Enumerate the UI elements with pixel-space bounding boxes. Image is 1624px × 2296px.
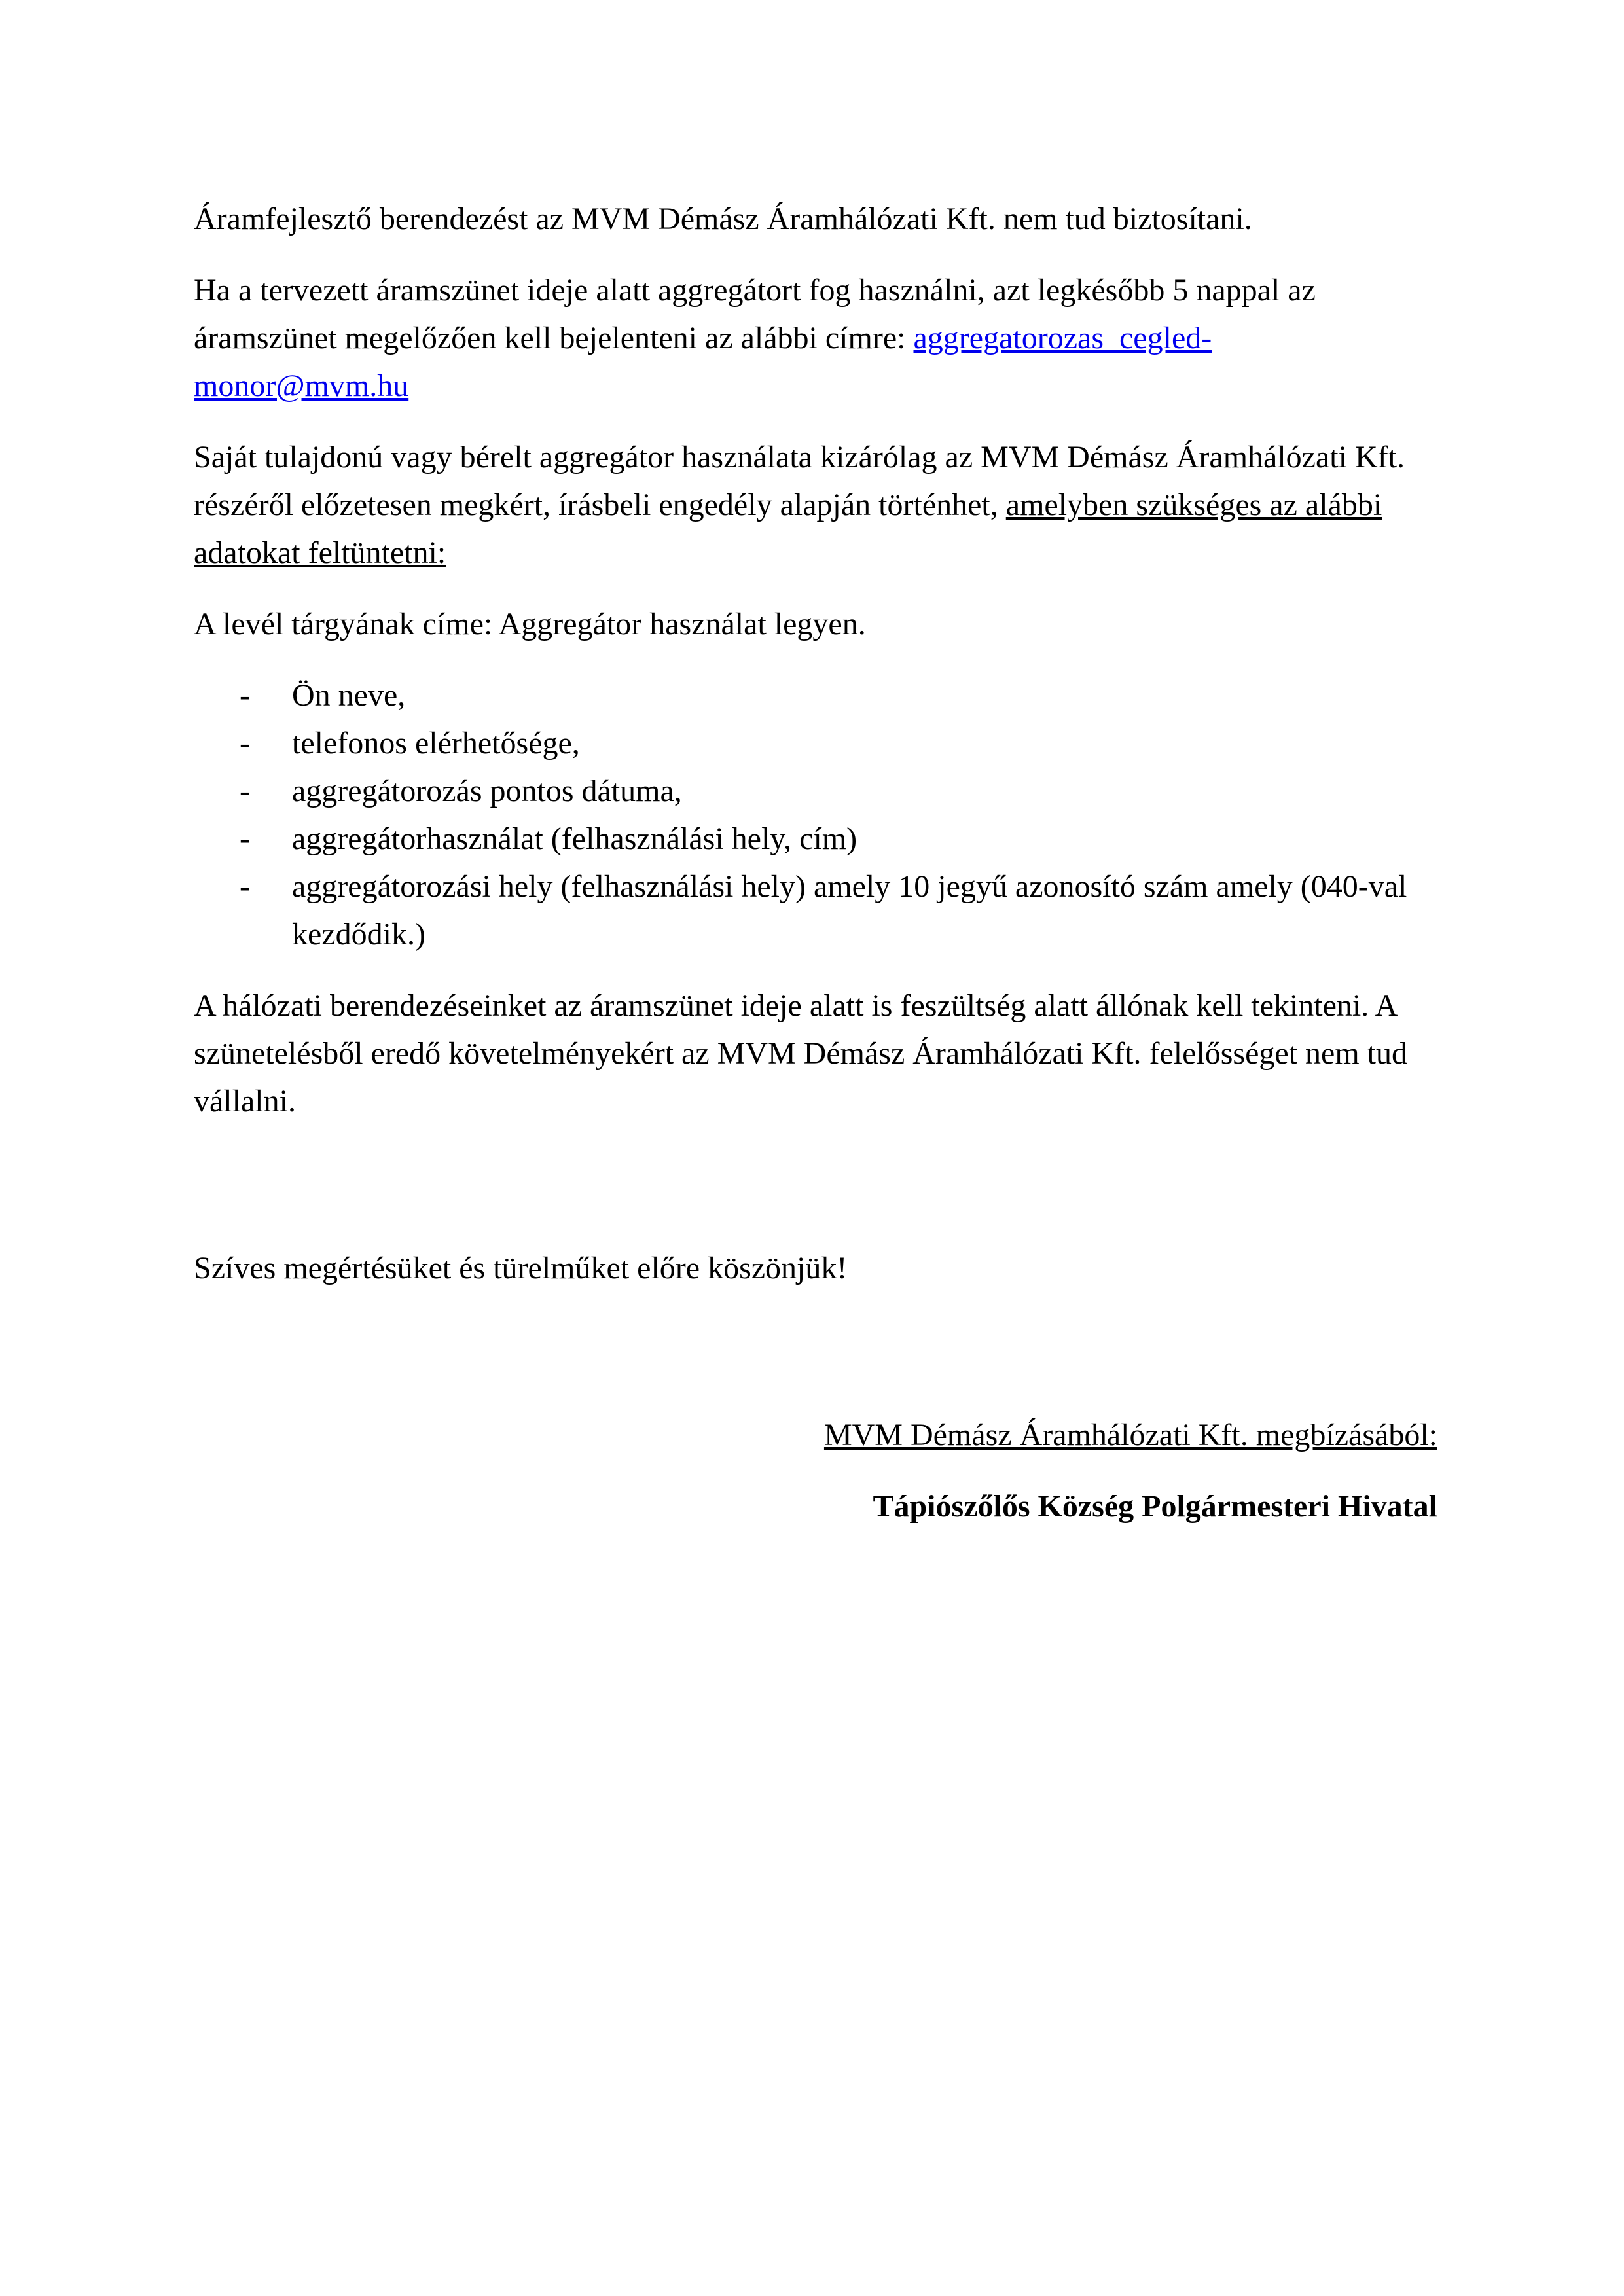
list-item xyxy=(194,863,1437,958)
list-item xyxy=(194,815,1437,863)
list-bullet: - xyxy=(240,774,250,808)
list-bullet: - xyxy=(240,678,250,713)
list-item-text: aggregátorozás pontos dátuma, xyxy=(292,774,682,808)
subject-line: A levél tárgyának címe: Aggregátor használat legyen. xyxy=(194,607,866,641)
permission-underlined-text: amelyben szükséges az alábbi adatokat feltüntetni: xyxy=(194,488,1382,570)
list-bullet: - xyxy=(240,726,250,761)
requirements-list xyxy=(194,672,1437,958)
thanks-line: Szíves megértésüket és türelműket előre köszönjük! xyxy=(194,1251,848,1285)
office-signature: Tápiószőlős Község Polgármesteri Hivatal xyxy=(873,1489,1437,1524)
document-body xyxy=(194,195,1437,1530)
list-item-text: aggregátorhasználat (felhasználási hely, cím) xyxy=(292,821,857,856)
notice-text: Ha a tervezett áramszünet ideje alatt aggregátort fog használni, azt legkésőbb 5 nappal az áramszünet megelőzően kell bejelenteni az alábbi címre: xyxy=(194,273,1316,355)
list-item xyxy=(194,672,1437,719)
generator-paragraph: Áramfejlesztő berendezést az MVM Démász Áramhálózati Kft. nem tud biztosítani. xyxy=(194,202,1252,236)
liability-paragraph: A hálózati berendezéseinket az áramszünet ideje alatt is feszültség alatt állónak kell tekinteni. A szünetelésből eredő követelményekért az MVM Démász Áramhálózati Kft. felelősséget nem tud vállalni. xyxy=(194,988,1407,1119)
list-bullet: - xyxy=(240,869,250,904)
list-item xyxy=(194,767,1437,815)
list-bullet: - xyxy=(240,821,250,856)
permission-paragraph xyxy=(194,433,1437,577)
list-item-text: Ön neve, xyxy=(292,678,406,713)
list-item-text: telefonos elérhetősége, xyxy=(292,726,580,761)
email-link-part-1: aggregatorozas_cegled- xyxy=(913,321,1212,355)
list-item xyxy=(194,719,1437,767)
notice-paragraph xyxy=(194,266,1437,410)
permission-text: Saját tulajdonú vagy bérelt aggregátor használata kizárólag az MVM Démász Áramhálózati Kft. részéről előzetesen megkért, írásbeli engedély alapján történhet, xyxy=(194,440,1405,522)
mandate-line: MVM Démász Áramhálózati Kft. megbízásából: xyxy=(823,1418,1437,1452)
list-item-text: aggregátorozási hely (felhasználási hely) amely 10 jegyű azonosító szám amely (040-val kezdődik.) xyxy=(292,869,1407,952)
email-link-part-2: monor@mvm.hu xyxy=(194,368,409,403)
